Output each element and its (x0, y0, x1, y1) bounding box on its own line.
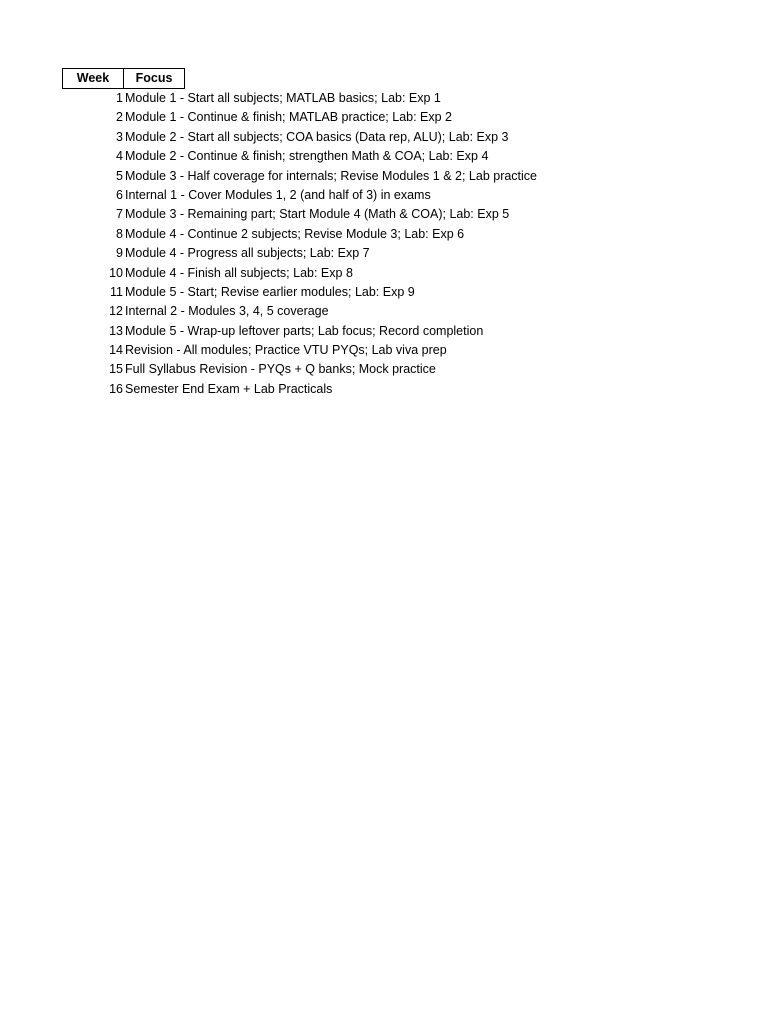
focus-cell: Semester End Exam + Lab Practicals (125, 381, 333, 396)
table-row (62, 360, 537, 379)
week-cell: 2 (116, 110, 123, 125)
focus-cell: Module 4 - Finish all subjects; Lab: Exp 8 (125, 265, 353, 280)
focus-cell: Revision - All modules; Practice VTU PYQs; Lab viva prep (125, 343, 447, 358)
week-cell: 14 (109, 343, 123, 358)
focus-cell: Module 3 - Remaining part; Start Module 4 (Math & COA); Lab: Exp 5 (125, 207, 510, 222)
table-row (62, 264, 537, 283)
table-row (62, 380, 537, 399)
focus-cell: Module 1 - Start all subjects; MATLAB basics; Lab: Exp 1 (125, 91, 441, 105)
week-cell: 5 (116, 168, 123, 183)
header-week: Week (62, 68, 124, 89)
table-row (62, 89, 537, 108)
table-header-row (62, 68, 537, 89)
focus-cell: Module 1 - Continue & finish; MATLAB practice; Lab: Exp 2 (125, 110, 453, 125)
week-cell: 4 (116, 149, 123, 164)
table-row (62, 244, 537, 263)
week-cell: 11 (110, 284, 123, 299)
table-body (62, 89, 537, 399)
focus-cell: Module 4 - Progress all subjects; Lab: Exp 7 (125, 246, 370, 261)
week-cell: 7 (116, 207, 123, 222)
focus-cell: Internal 2 - Modules 3, 4, 5 coverage (125, 304, 329, 319)
focus-cell: Module 3 - Half coverage for internals; Revise Modules 1 & 2; Lab practice (125, 168, 538, 183)
table-row (62, 128, 537, 147)
week-cell: 8 (116, 226, 123, 241)
focus-cell: Module 5 - Start; Revise earlier modules; Lab: Exp 9 (125, 284, 415, 299)
focus-cell: Module 2 - Start all subjects; COA basics (Data rep, ALU); Lab: Exp 3 (125, 129, 509, 144)
table-row (62, 167, 537, 186)
focus-cell: Module 5 - Wrap-up leftover parts; Lab focus; Record completion (125, 323, 484, 338)
header-focus: Focus (124, 68, 185, 89)
table-row (62, 341, 537, 360)
table-row (62, 322, 537, 341)
focus-cell: Full Syllabus Revision - PYQs + Q banks; Mock practice (125, 362, 436, 377)
table-row (62, 147, 537, 166)
focus-cell: Module 4 - Continue 2 subjects; Revise Module 3; Lab: Exp 6 (125, 226, 465, 241)
week-cell: 1 (116, 91, 123, 105)
table-row (62, 225, 537, 244)
week-cell: 16 (109, 381, 123, 396)
table-row (62, 186, 537, 205)
week-cell: 9 (116, 246, 123, 261)
schedule-table (62, 68, 537, 399)
table-row (62, 283, 537, 302)
focus-cell: Internal 1 - Cover Modules 1, 2 (and half of 3) in exams (125, 187, 431, 202)
week-cell: 10 (109, 265, 123, 280)
week-cell: 3 (116, 129, 123, 144)
week-cell: 13 (109, 323, 123, 338)
focus-cell: Module 2 - Continue & finish; strengthen Math & COA; Lab: Exp 4 (125, 149, 489, 164)
table-row (62, 108, 537, 127)
table-row (62, 302, 537, 321)
week-cell: 15 (109, 362, 123, 377)
table-row (62, 205, 537, 224)
week-cell: 12 (109, 304, 123, 319)
week-cell: 6 (116, 187, 123, 202)
